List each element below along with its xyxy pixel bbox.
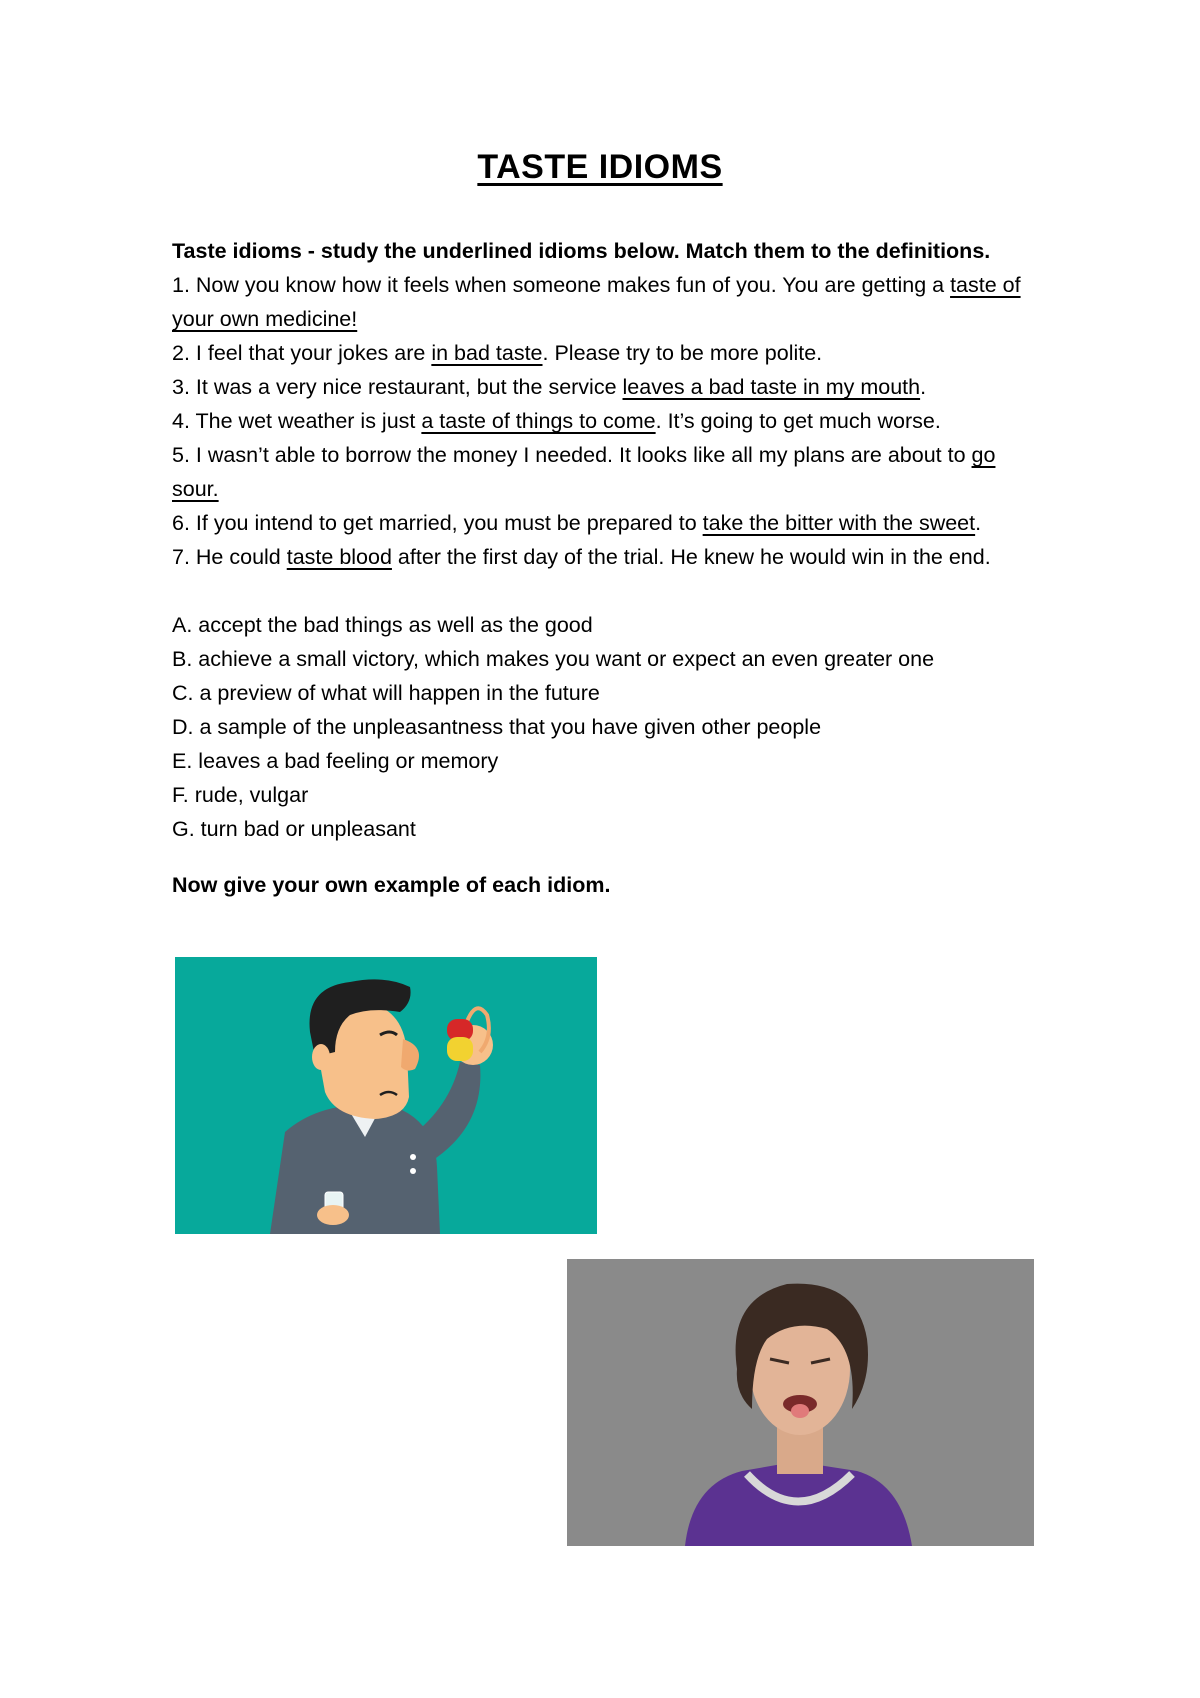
idiom-underlined: taste of your own medicine! — [172, 273, 1021, 331]
sentence-7 — [172, 540, 1040, 574]
sentence-text: . It’s going to get much worse. — [655, 409, 941, 433]
sentence-4 — [172, 404, 1040, 438]
page-title: TASTE IDIOMS — [477, 148, 723, 186]
definition-f: F. rude, vulgar — [172, 783, 309, 807]
spacer — [172, 574, 1040, 608]
definition-b: B. achieve a small victory, which makes you want or expect an even greater one — [172, 647, 935, 671]
sentence-2 — [172, 336, 1040, 370]
disgusted-woman-photo — [567, 1259, 1034, 1546]
lower-hand — [317, 1205, 349, 1225]
sentence-text: after the first day of the trial. He knew he would win in the end. — [391, 545, 991, 569]
sentence-text: 3. It was a very nice restaurant, but the service — [172, 375, 623, 399]
idiom-underlined: taste blood — [286, 545, 392, 569]
sentence-6 — [172, 506, 1040, 540]
definition-c: C. a preview of what will happen in the future — [172, 681, 600, 705]
tongue — [791, 1404, 809, 1418]
sentence-text: 5. I wasn’t able to borrow the money I needed. It looks like all my plans are about to — [172, 443, 972, 467]
definition-e: E. leaves a bad feeling or memory — [172, 749, 499, 773]
instructions: Taste idioms - study the underlined idioms below. Match them to the definitions. — [172, 239, 991, 263]
button-dot — [410, 1154, 416, 1160]
idiom-underlined: leaves a bad taste in my mouth — [622, 375, 921, 399]
sentence-text: . — [975, 511, 982, 535]
button-dot — [410, 1168, 416, 1174]
idiom-underlined: in bad taste — [431, 341, 543, 365]
sentence-3 — [172, 370, 1040, 404]
pill-man-illustration — [175, 957, 597, 1234]
idiom-underlined: go sour. — [172, 443, 996, 501]
sentence-1 — [172, 268, 1040, 336]
sentence-text: 4. The wet weather is just — [172, 409, 422, 433]
pill-yellow-half — [447, 1037, 473, 1061]
sentence-text: 1. Now you know how it feels when someone makes fun of you. You are getting a — [172, 273, 951, 297]
sentence-text: 7. He could — [172, 545, 287, 569]
sentence-5 — [172, 438, 1040, 506]
idiom-underlined: take the bitter with the sweet — [702, 511, 976, 535]
definition-d: D. a sample of the unpleasantness that you have given other people — [172, 715, 822, 739]
worksheet-body — [172, 234, 1040, 902]
closing-instruction: Now give your own example of each idiom. — [172, 873, 611, 897]
idiom-underlined: a taste of things to come — [421, 409, 656, 433]
sentence-text: 6. If you intend to get married, you must be prepared to — [172, 511, 703, 535]
sentence-text: . — [920, 375, 927, 399]
definition-a: A. accept the bad things as well as the good — [172, 613, 593, 637]
sentence-text: . Please try to be more polite. — [542, 341, 823, 365]
definition-g: G. turn bad or unpleasant — [172, 817, 416, 841]
sentence-text: 2. I feel that your jokes are — [172, 341, 432, 365]
ear — [312, 1044, 330, 1070]
